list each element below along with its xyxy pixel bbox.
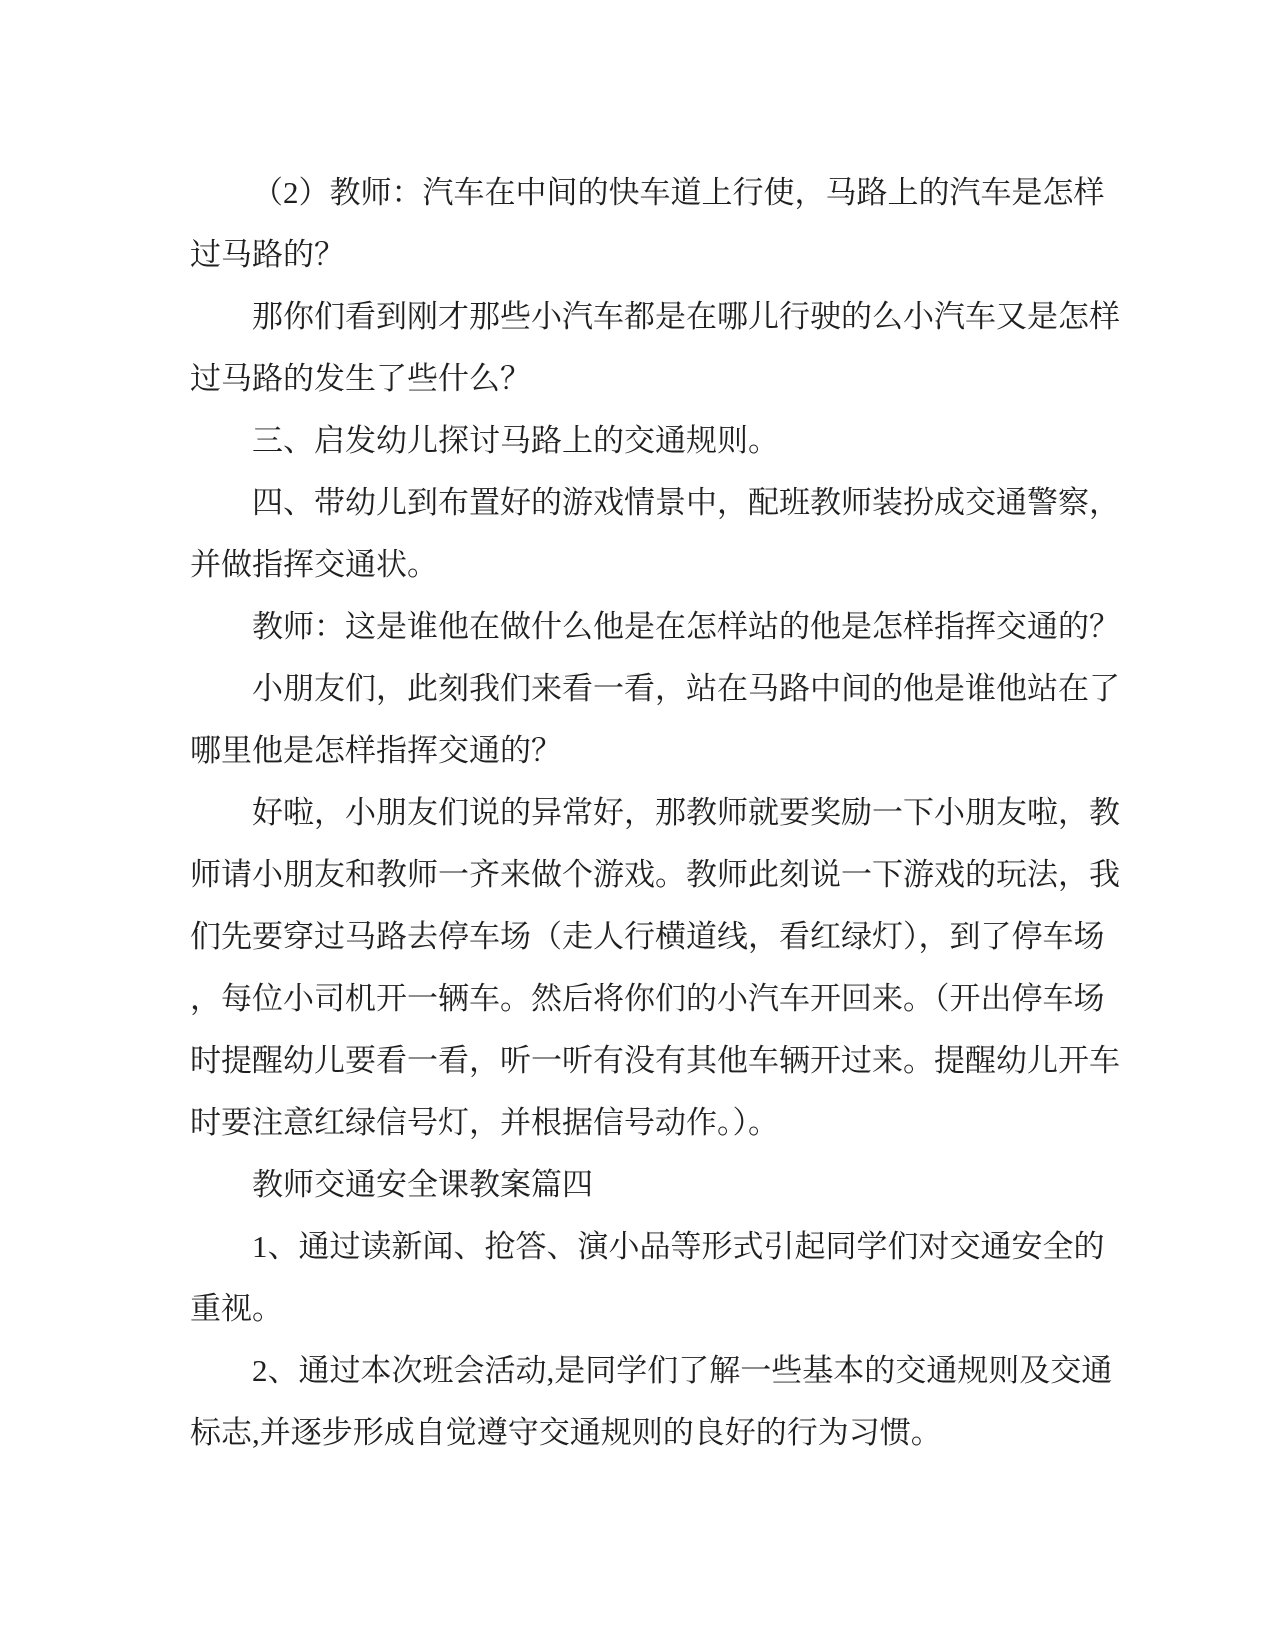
paragraph xyxy=(190,472,1120,596)
text-line: ，每位小司机开一辆车。然后将你们的小汽车开回来。（开出停车场 xyxy=(190,981,1105,1016)
text-line: 小朋友们，此刻我们来看一看，站在马路中间的他是谁他站在了 xyxy=(252,671,1120,706)
paragraph xyxy=(190,410,1065,472)
paragraph xyxy=(190,1154,1065,1216)
text-line: 并做指挥交通状。 xyxy=(190,547,438,582)
text-line: 时提醒幼儿要看一看，听一听有没有其他车辆开过来。提醒幼儿开车 xyxy=(190,1043,1120,1078)
text-line: 过马路的发生了些什么？ xyxy=(190,361,531,396)
paragraph xyxy=(190,1216,1105,1340)
paragraph xyxy=(190,286,1120,410)
paragraph xyxy=(190,596,1120,658)
text-line: 过马路的？ xyxy=(190,237,345,272)
text-line: 哪里他是怎样指挥交通的？ xyxy=(190,733,562,768)
text-line: 好啦，小朋友们说的异常好，那教师就要奖励一下小朋友啦，教 xyxy=(252,795,1120,830)
text-line: 教师：这是谁他在做什么他是在怎样站的他是怎样指挥交通的？ xyxy=(252,609,1120,644)
text-line: 们先要穿过马路去停车场（走人行横道线，看红绿灯），到了停车场 xyxy=(190,919,1105,954)
text-line: 教师交通安全课教案篇四 xyxy=(252,1167,593,1202)
text-line: 1、通过读新闻、抢答、演小品等形式引起同学们对交通安全的 xyxy=(252,1229,1105,1264)
text-line: 三、启发幼儿探讨马路上的交通规则。 xyxy=(252,423,779,458)
document-body xyxy=(190,162,1120,1464)
text-line: 师请小朋友和教师一齐来做个游戏。教师此刻说一下游戏的玩法，我 xyxy=(190,857,1120,892)
text-line: 重视。 xyxy=(190,1291,283,1326)
text-line: 标志,并逐步形成自觉遵守交通规则的良好的行为习惯。 xyxy=(190,1415,942,1450)
paragraph xyxy=(190,1340,1113,1464)
text-line: 那你们看到刚才那些小汽车都是在哪儿行驶的么小汽车又是怎样 xyxy=(252,299,1120,334)
text-line: 时要注意红绿信号灯，并根据信号动作。）。 xyxy=(190,1105,779,1140)
text-line: 四、带幼儿到布置好的游戏情景中，配班教师装扮成交通警察， xyxy=(252,485,1120,520)
paragraph xyxy=(190,162,1105,286)
text-line: （2）教师：汽车在中间的快车道上行使，马路上的汽车是怎样 xyxy=(252,175,1105,210)
paragraph xyxy=(190,658,1120,782)
text-line: 2、通过本次班会活动,是同学们了解一些基本的交通规则及交通 xyxy=(252,1353,1113,1388)
paragraph xyxy=(190,782,1120,1154)
